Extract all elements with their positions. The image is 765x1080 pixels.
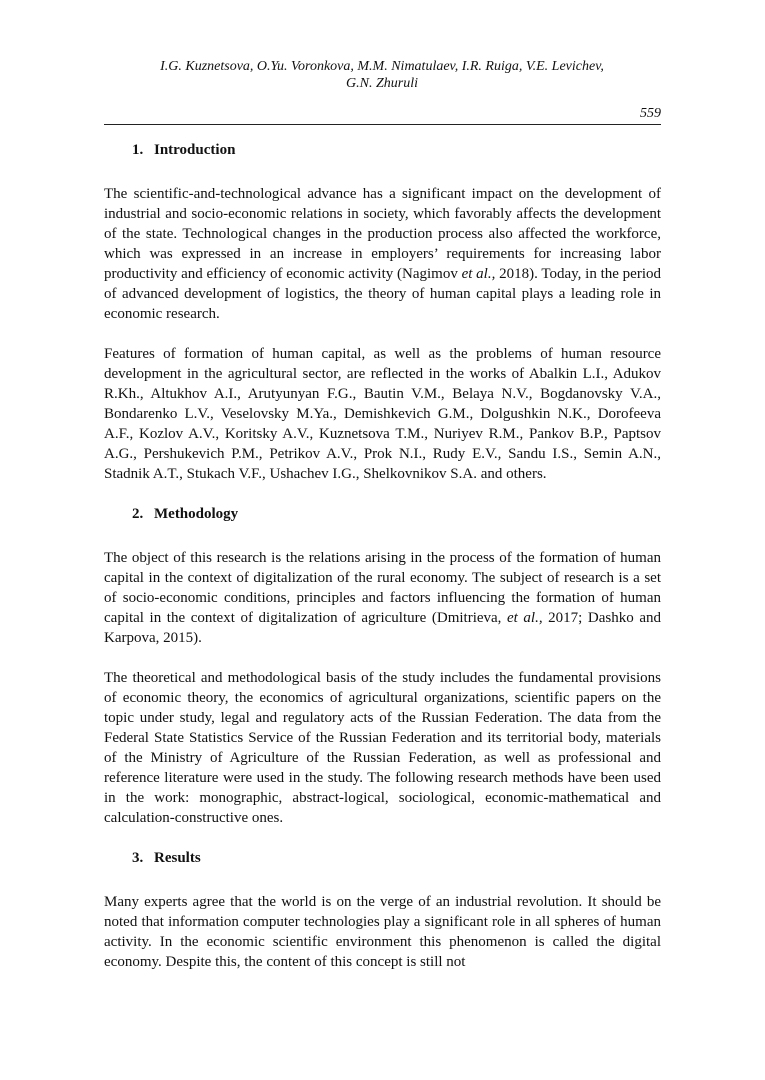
running-header <box>104 58 660 92</box>
paragraph <box>104 668 661 828</box>
paragraph-text: 2017; Dashko and Karpova, 2015). <box>104 610 661 646</box>
header-authors-line-1: I.G. Kuznetsova, O.Yu. Voronkova, M.M. Nimatulaev, I.R. Ruiga, V.E. Levichev, <box>160 59 604 74</box>
header-rule <box>104 124 661 125</box>
italic-text: et al., <box>507 610 543 626</box>
header-authors-line-2: G.N. Zhuruli <box>346 76 418 91</box>
paragraph-text: Features of formation of human capital, as well as the problems of human resource development in the agricultural sector, are reflected in the works of Abalkin L.I., Adukov R.Kh., Altukhov A.I., Arutyunyan F.G., Bautin V.M., Belaya N.V., Bogdanovsky V.A., Bondarenko L.V., Veselovsky M.Ya., Demishkevich G.M., Dolgushkin N.K., Dorofeeva A.F., Kozlov A.V., Koritsky A.V., Kuznetsova T.M., Nuriyev R.M., Pankov B.P., Paptsov A.G., Pershukevich P.M., Petrikov A.V., Prok N.I., Rudy E.V., Sandu I.S., Semin A.N., Stadnik A.T., Stukach V.F., Ushachev I.G., Shelkovnikov S.A. and others. <box>104 346 661 482</box>
paragraph <box>104 184 661 324</box>
paragraph-text: The object of this research is the relations arising in the process of the formation of human capital in the context of digitalization of the rural economy. The subject of research is a set of socio-economic conditions, principles and factors influencing the formation of human capital in the context of digitalization of agriculture (Dmitrieva, <box>104 550 661 626</box>
paragraph <box>104 892 661 972</box>
paragraph <box>104 548 661 648</box>
section-title: Results <box>154 850 201 866</box>
section-title: Methodology <box>154 506 239 522</box>
italic-text: et al., <box>461 266 496 282</box>
page-number: 559 <box>640 106 661 121</box>
paragraph-text: The scientific-and-technological advance has a significant impact on the development of industrial and socio-economic relations in society, which favorably affects the development of the state. Technological changes in the production process also affected the workforce, which was expressed in an increase in employers’ requirements for increasing labor productivity and efficiency of economic activity (Nagimov <box>104 186 661 282</box>
section-number: 1. <box>132 142 144 158</box>
section-heading-methodology <box>104 504 661 524</box>
paragraph <box>104 344 661 484</box>
section-title: Introduction <box>154 142 236 158</box>
section-heading-introduction <box>104 140 661 160</box>
section-heading-results <box>104 848 661 868</box>
section-number: 2. <box>132 506 144 522</box>
paragraph-text: The theoretical and methodological basis of the study includes the fundamental provisions of economic theory, the economics of agricultural organizations, scientific papers on the topic under study, legal and regulatory acts of the Russian Federation. The data from the Federal State Statistics Service of the Russian Federation and its territorial body, materials of the Ministry of Agriculture of the Russian Federation, as well as professional and reference literature were used in the study. The following research methods have been used in the work: monographic, abstract-logical, sociological, economic-mathematical and calculation-constructive ones. <box>104 670 661 826</box>
section-number: 3. <box>132 850 144 866</box>
paper-body <box>104 140 661 972</box>
paragraph-text: 2018). Today, in the period of advanced development of logistics, the theory of human capital plays a leading role in economic research. <box>104 266 661 322</box>
paragraph-text: Many experts agree that the world is on the verge of an industrial revolution. It should be noted that information computer technologies play a significant role in all spheres of human activity. In the economic scientific environment this phenomenon is called the digital economy. Despite this, the content of this concept is still not <box>104 894 661 970</box>
